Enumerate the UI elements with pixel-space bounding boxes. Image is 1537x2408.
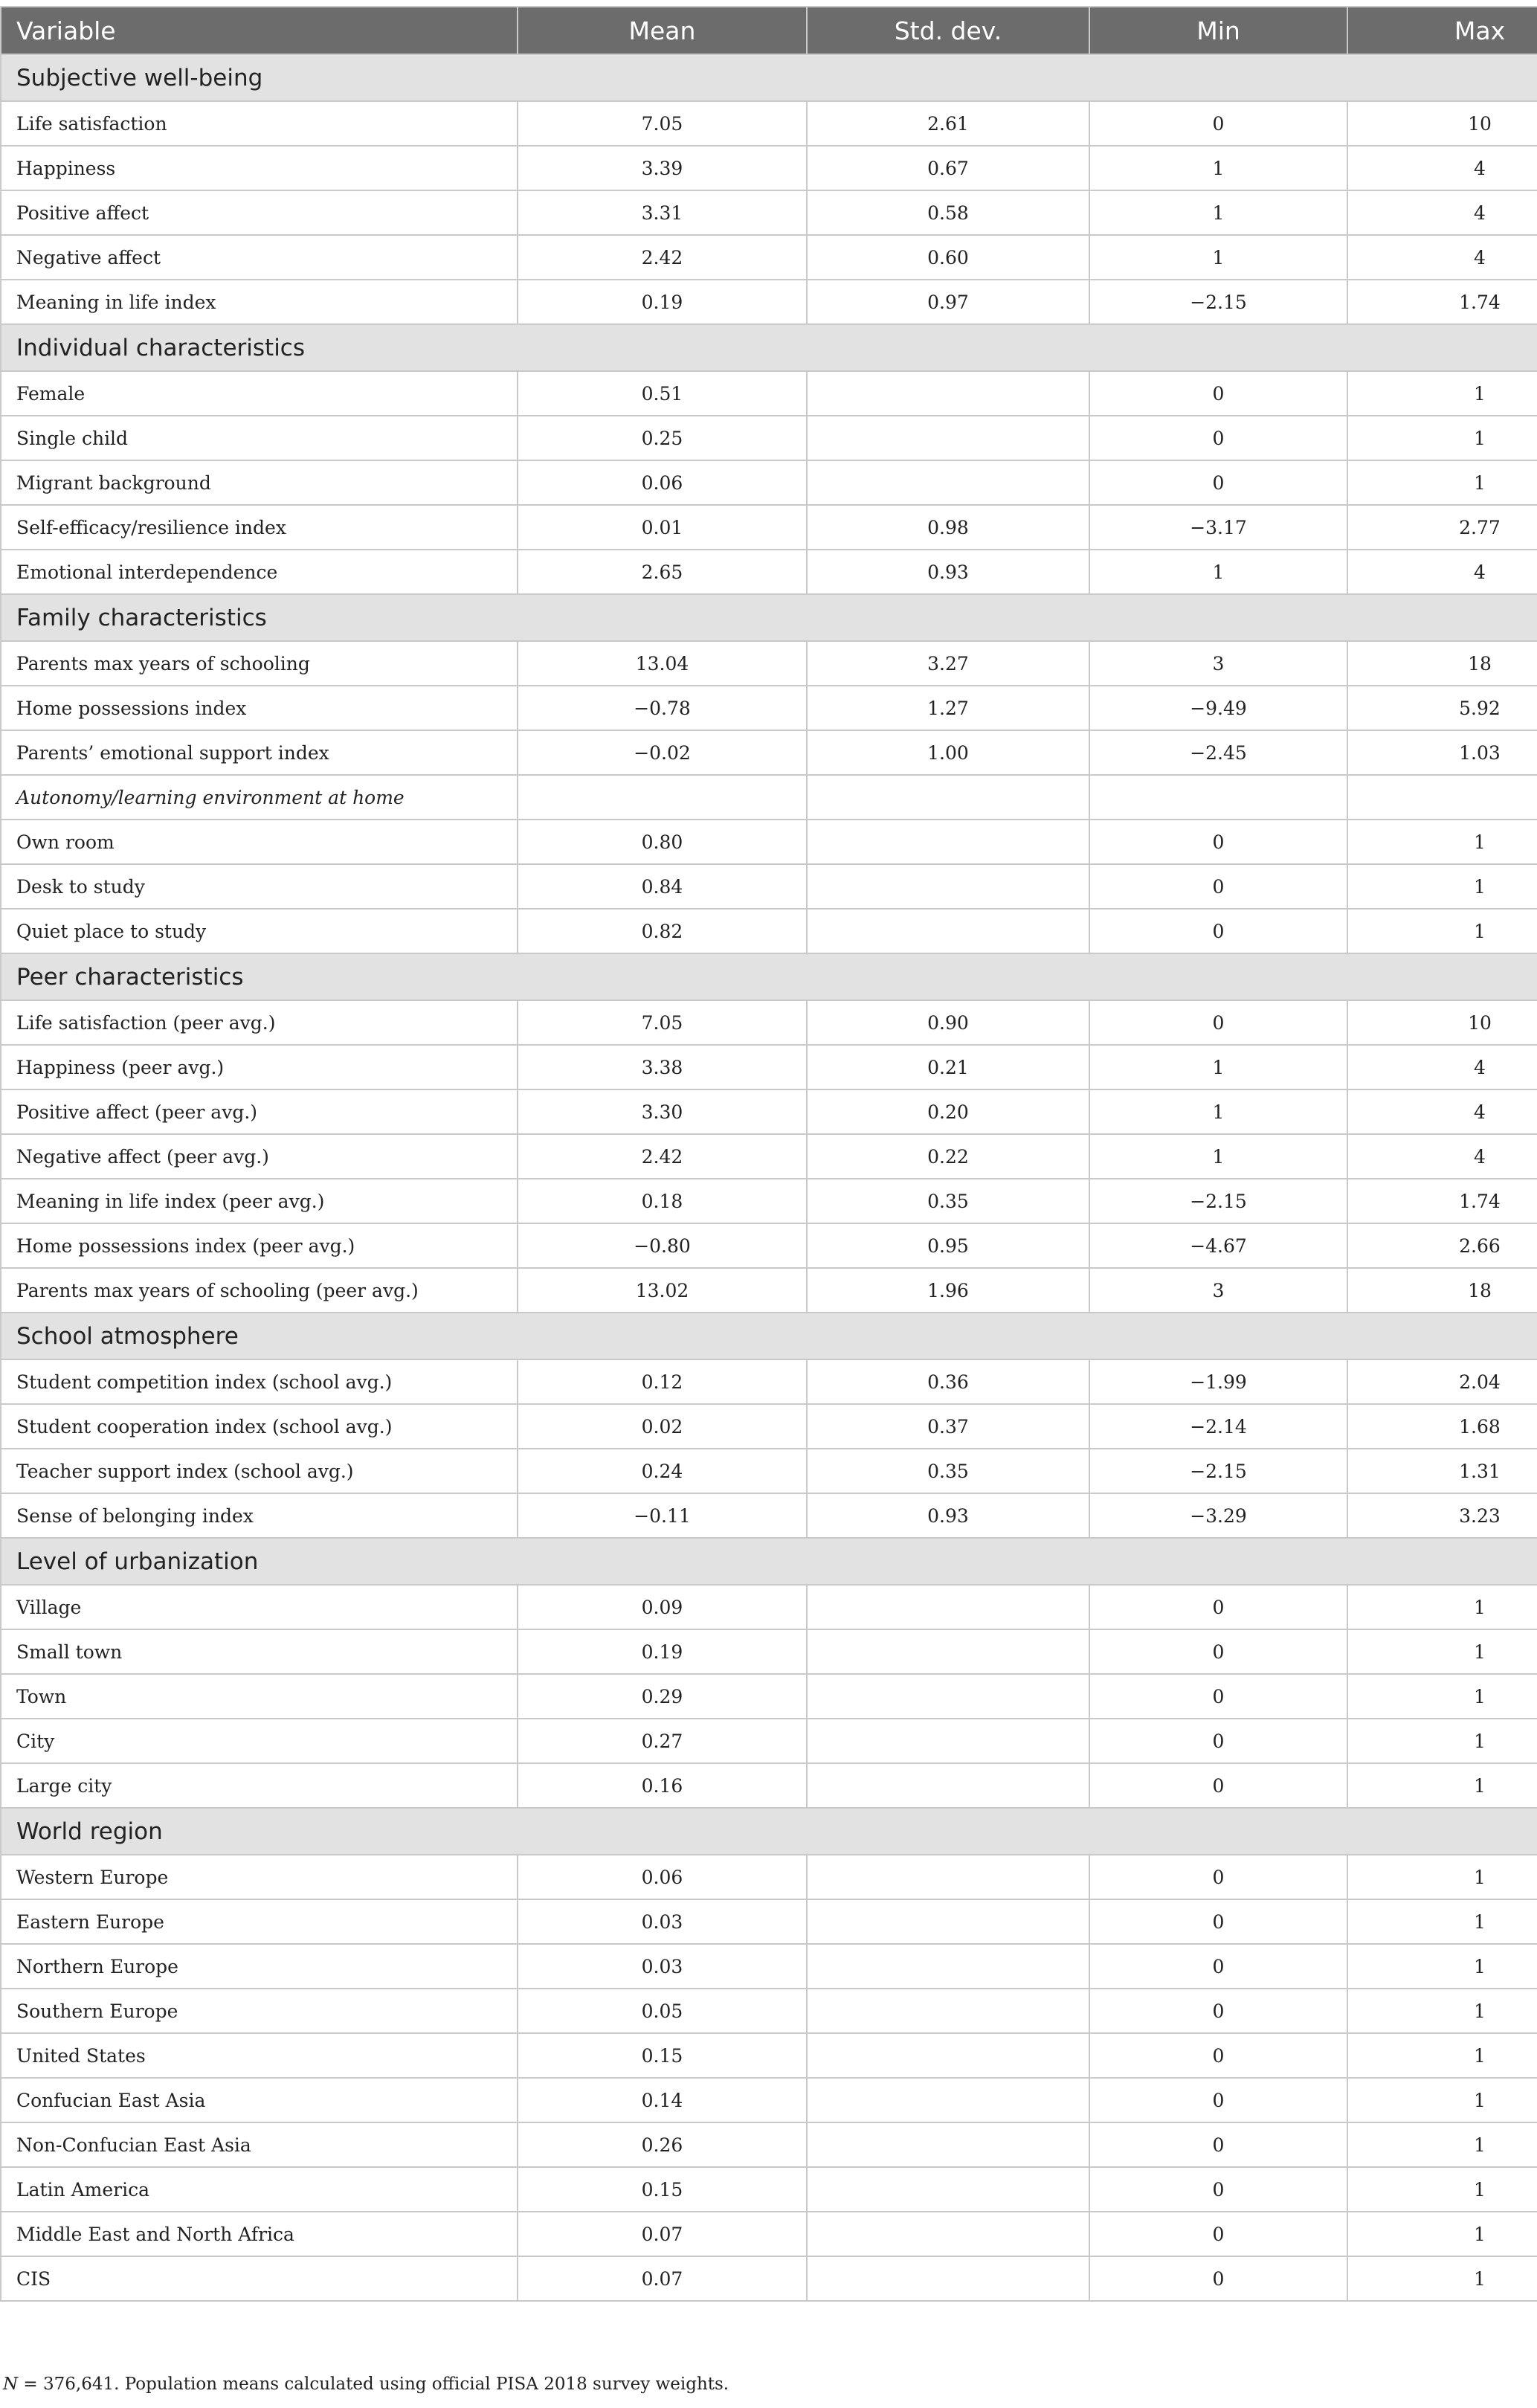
max-cell: 2.04 (1347, 1359, 1537, 1404)
mean-cell: 3.31 (518, 190, 807, 235)
table-row (1, 1179, 1537, 1223)
variable-cell: Autonomy/learning environment at home (1, 775, 518, 820)
std-dev-cell (807, 1944, 1089, 1989)
std-dev-cell: 0.67 (807, 146, 1089, 190)
std-dev-cell (807, 1585, 1089, 1629)
table-row (1, 1899, 1537, 1944)
variable-cell: Town (1, 1674, 518, 1719)
min-cell: 0 (1089, 2078, 1347, 2122)
mean-cell: 0.29 (518, 1674, 807, 1719)
max-cell: 5.92 (1347, 686, 1537, 730)
table-header (1, 7, 1537, 54)
mean-cell: 0.19 (518, 280, 807, 324)
max-cell: 18 (1347, 641, 1537, 686)
table-row (1, 864, 1537, 909)
max-cell: 1 (1347, 2256, 1537, 2301)
table-row (1, 146, 1537, 190)
std-dev-cell (807, 775, 1089, 820)
section-header-row (1, 594, 1537, 641)
column-header-variable: Variable (1, 7, 518, 54)
variable-cell: City (1, 1719, 518, 1763)
table-row (1, 1089, 1537, 1134)
max-cell: 1 (1347, 460, 1537, 505)
min-cell: 0 (1089, 1674, 1347, 1719)
mean-cell: 0.84 (518, 864, 807, 909)
min-cell: 0 (1089, 2256, 1347, 2301)
variable-cell: Happiness (peer avg.) (1, 1045, 518, 1089)
max-cell: 1.74 (1347, 280, 1537, 324)
max-cell: 1 (1347, 909, 1537, 953)
std-dev-cell: 0.20 (807, 1089, 1089, 1134)
min-cell: 1 (1089, 190, 1347, 235)
variable-cell: Northern Europe (1, 1944, 518, 1989)
section-title: Individual characteristics (1, 324, 1537, 371)
variable-cell: Positive affect (1, 190, 518, 235)
std-dev-cell: 0.35 (807, 1179, 1089, 1223)
mean-cell: 0.05 (518, 1989, 807, 2033)
min-cell: 0 (1089, 820, 1347, 864)
min-cell: 1 (1089, 1045, 1347, 1089)
variable-cell: Own room (1, 820, 518, 864)
variable-cell: Desk to study (1, 864, 518, 909)
max-cell: 1 (1347, 1763, 1537, 1808)
section-header-row (1, 1538, 1537, 1585)
mean-cell: −0.11 (518, 1493, 807, 1538)
max-cell: 1 (1347, 1629, 1537, 1674)
variable-cell: Student competition index (school avg.) (1, 1359, 518, 1404)
variable-cell: Middle East and North Africa (1, 2212, 518, 2256)
table-row (1, 1944, 1537, 1989)
table-row (1, 1045, 1537, 1089)
max-cell: 2.77 (1347, 505, 1537, 550)
min-cell: −2.15 (1089, 1449, 1347, 1493)
std-dev-cell (807, 416, 1089, 460)
variable-cell: Eastern Europe (1, 1899, 518, 1944)
mean-cell (518, 775, 807, 820)
section-header-row (1, 324, 1537, 371)
table-footnote (3, 2375, 729, 2394)
table-row (1, 2256, 1537, 2301)
min-cell: 0 (1089, 1629, 1347, 1674)
variable-cell: Non-Confucian East Asia (1, 2122, 518, 2167)
variable-cell: Southern Europe (1, 1989, 518, 2033)
mean-cell: 0.03 (518, 1899, 807, 1944)
max-cell: 1 (1347, 2078, 1537, 2122)
max-cell: 1 (1347, 1989, 1537, 2033)
variable-cell: Sense of belonging index (1, 1493, 518, 1538)
table-row (1, 280, 1537, 324)
variable-cell: Meaning in life index (peer avg.) (1, 1179, 518, 1223)
table-row (1, 550, 1537, 594)
std-dev-cell: 0.60 (807, 235, 1089, 280)
summary-statistics-table (0, 6, 1537, 2302)
mean-cell: 3.30 (518, 1089, 807, 1134)
variable-cell: Negative affect (peer avg.) (1, 1134, 518, 1179)
max-cell: 3.23 (1347, 1493, 1537, 1538)
mean-cell: 0.16 (518, 1763, 807, 1808)
std-dev-cell: 1.96 (807, 1268, 1089, 1313)
min-cell: 0 (1089, 864, 1347, 909)
table-row (1, 1449, 1537, 1493)
mean-cell: 7.05 (518, 101, 807, 146)
max-cell: 10 (1347, 1000, 1537, 1045)
table-row (1, 909, 1537, 953)
max-cell: 4 (1347, 1134, 1537, 1179)
table-row (1, 1989, 1537, 2033)
variable-cell: Home possessions index (peer avg.) (1, 1223, 518, 1268)
max-cell: 1 (1347, 371, 1537, 416)
mean-cell: 13.04 (518, 641, 807, 686)
mean-cell: 0.02 (518, 1404, 807, 1449)
table-row (1, 371, 1537, 416)
std-dev-cell: 0.21 (807, 1045, 1089, 1089)
mean-cell: 7.05 (518, 1000, 807, 1045)
max-cell: 1 (1347, 1585, 1537, 1629)
std-dev-cell: 2.61 (807, 101, 1089, 146)
std-dev-cell (807, 2033, 1089, 2078)
mean-cell: 0.15 (518, 2167, 807, 2212)
table-row (1, 1585, 1537, 1629)
max-cell: 4 (1347, 146, 1537, 190)
section-header-row (1, 953, 1537, 1000)
max-cell: 1 (1347, 820, 1537, 864)
table-row (1, 1268, 1537, 1313)
std-dev-cell: 0.93 (807, 550, 1089, 594)
min-cell: −2.15 (1089, 1179, 1347, 1223)
variable-cell: Life satisfaction (peer avg.) (1, 1000, 518, 1045)
max-cell: 4 (1347, 1045, 1537, 1089)
max-cell: 1 (1347, 1719, 1537, 1763)
column-header-std-dev: Std. dev. (807, 7, 1089, 54)
max-cell: 1.31 (1347, 1449, 1537, 1493)
section-title: School atmosphere (1, 1313, 1537, 1359)
min-cell: 0 (1089, 101, 1347, 146)
min-cell: −2.14 (1089, 1404, 1347, 1449)
std-dev-cell (807, 1674, 1089, 1719)
mean-cell: 0.27 (518, 1719, 807, 1763)
mean-cell: 2.42 (518, 235, 807, 280)
max-cell: 4 (1347, 1089, 1537, 1134)
max-cell: 1.03 (1347, 730, 1537, 775)
std-dev-cell: 0.58 (807, 190, 1089, 235)
max-cell: 1 (1347, 2167, 1537, 2212)
table-row (1, 416, 1537, 460)
variable-cell: Happiness (1, 146, 518, 190)
std-dev-cell (807, 1763, 1089, 1808)
mean-cell: 0.82 (518, 909, 807, 953)
table-row (1, 235, 1537, 280)
min-cell: 0 (1089, 1855, 1347, 1899)
std-dev-cell (807, 1629, 1089, 1674)
table-row (1, 1404, 1537, 1449)
table-row (1, 101, 1537, 146)
table-row (1, 505, 1537, 550)
std-dev-cell (807, 371, 1089, 416)
max-cell (1347, 775, 1537, 820)
table-row (1, 1359, 1537, 1404)
min-cell: 0 (1089, 1763, 1347, 1808)
std-dev-cell (807, 1719, 1089, 1763)
max-cell: 4 (1347, 550, 1537, 594)
table-row (1, 1763, 1537, 1808)
section-title: Subjective well-being (1, 54, 1537, 101)
std-dev-cell: 0.93 (807, 1493, 1089, 1538)
table-row (1, 2212, 1537, 2256)
min-cell: 0 (1089, 1944, 1347, 1989)
table-body (1, 54, 1537, 2301)
max-cell: 1.74 (1347, 1179, 1537, 1223)
std-dev-cell: 0.98 (807, 505, 1089, 550)
std-dev-cell (807, 820, 1089, 864)
variable-cell: Self-efficacy/resilience index (1, 505, 518, 550)
table-row (1, 1674, 1537, 1719)
min-cell: −2.45 (1089, 730, 1347, 775)
std-dev-cell: 0.95 (807, 1223, 1089, 1268)
max-cell: 4 (1347, 235, 1537, 280)
mean-cell: 2.65 (518, 550, 807, 594)
max-cell: 1 (1347, 2122, 1537, 2167)
variable-cell: Parents max years of schooling (peer avg.) (1, 1268, 518, 1313)
mean-cell: 3.38 (518, 1045, 807, 1089)
footnote-text: = 376,641. Population means calculated using official PISA 2018 survey weights. (18, 2375, 729, 2394)
std-dev-cell: 1.27 (807, 686, 1089, 730)
max-cell: 1 (1347, 1899, 1537, 1944)
variable-cell: Female (1, 371, 518, 416)
max-cell: 2.66 (1347, 1223, 1537, 1268)
column-header-min: Min (1089, 7, 1347, 54)
max-cell: 10 (1347, 101, 1537, 146)
variable-cell: Meaning in life index (1, 280, 518, 324)
variable-cell: Positive affect (peer avg.) (1, 1089, 518, 1134)
column-header-mean: Mean (518, 7, 807, 54)
min-cell: −3.29 (1089, 1493, 1347, 1538)
min-cell: 1 (1089, 1089, 1347, 1134)
table-row (1, 641, 1537, 686)
min-cell: 0 (1089, 1000, 1347, 1045)
std-dev-cell: 0.97 (807, 280, 1089, 324)
mean-cell: 0.25 (518, 416, 807, 460)
min-cell: 1 (1089, 550, 1347, 594)
mean-cell: 0.19 (518, 1629, 807, 1674)
table-row (1, 2033, 1537, 2078)
std-dev-cell (807, 460, 1089, 505)
mean-cell: 0.01 (518, 505, 807, 550)
max-cell: 1.68 (1347, 1404, 1537, 1449)
std-dev-cell (807, 2167, 1089, 2212)
variable-cell: Parents’ emotional support index (1, 730, 518, 775)
std-dev-cell (807, 864, 1089, 909)
variable-cell: Western Europe (1, 1855, 518, 1899)
variable-cell: Latin America (1, 2167, 518, 2212)
max-cell: 4 (1347, 190, 1537, 235)
variable-cell: Large city (1, 1763, 518, 1808)
min-cell: −9.49 (1089, 686, 1347, 730)
mean-cell: 0.06 (518, 1855, 807, 1899)
table-row (1, 1855, 1537, 1899)
table-row (1, 2167, 1537, 2212)
variable-cell: CIS (1, 2256, 518, 2301)
min-cell: 0 (1089, 909, 1347, 953)
max-cell: 18 (1347, 1268, 1537, 1313)
section-title: Family characteristics (1, 594, 1537, 641)
std-dev-cell (807, 909, 1089, 953)
min-cell: 0 (1089, 1989, 1347, 2033)
footnote-n-symbol: N (3, 2375, 19, 2394)
max-cell: 1 (1347, 1855, 1537, 1899)
std-dev-cell (807, 1855, 1089, 1899)
mean-cell: 0.14 (518, 2078, 807, 2122)
mean-cell: −0.80 (518, 1223, 807, 1268)
variable-cell: Small town (1, 1629, 518, 1674)
table-row (1, 460, 1537, 505)
variable-cell: Single child (1, 416, 518, 460)
variable-cell: Negative affect (1, 235, 518, 280)
min-cell: 0 (1089, 2167, 1347, 2212)
max-cell: 1 (1347, 2212, 1537, 2256)
mean-cell: 3.39 (518, 146, 807, 190)
max-cell: 1 (1347, 1674, 1537, 1719)
table-row (1, 1223, 1537, 1268)
min-cell: −2.15 (1089, 280, 1347, 324)
min-cell: −3.17 (1089, 505, 1347, 550)
std-dev-cell: 0.36 (807, 1359, 1089, 1404)
table-row (1, 730, 1537, 775)
min-cell: 0 (1089, 1585, 1347, 1629)
variable-cell: Teacher support index (school avg.) (1, 1449, 518, 1493)
std-dev-cell: 0.35 (807, 1449, 1089, 1493)
min-cell: 1 (1089, 235, 1347, 280)
section-title: World region (1, 1808, 1537, 1855)
table-row (1, 1493, 1537, 1538)
table-row (1, 190, 1537, 235)
min-cell: 0 (1089, 2122, 1347, 2167)
mean-cell: 0.80 (518, 820, 807, 864)
table-row (1, 820, 1537, 864)
std-dev-cell (807, 2122, 1089, 2167)
mean-cell: 2.42 (518, 1134, 807, 1179)
variable-cell: Home possessions index (1, 686, 518, 730)
min-cell: 0 (1089, 1719, 1347, 1763)
std-dev-cell: 1.00 (807, 730, 1089, 775)
header-row (1, 7, 1537, 54)
table-row (1, 2122, 1537, 2167)
mean-cell: 0.24 (518, 1449, 807, 1493)
table-row (1, 2078, 1537, 2122)
variable-cell: Migrant background (1, 460, 518, 505)
std-dev-cell: 0.37 (807, 1404, 1089, 1449)
min-cell: −4.67 (1089, 1223, 1347, 1268)
variable-cell: Emotional interdependence (1, 550, 518, 594)
subheading-row (1, 775, 1537, 820)
variable-cell: Life satisfaction (1, 101, 518, 146)
section-header-row (1, 1808, 1537, 1855)
mean-cell: 13.02 (518, 1268, 807, 1313)
mean-cell: 0.03 (518, 1944, 807, 1989)
table-row (1, 1134, 1537, 1179)
section-header-row (1, 54, 1537, 101)
max-cell: 1 (1347, 2033, 1537, 2078)
section-header-row (1, 1313, 1537, 1359)
variable-cell: Parents max years of schooling (1, 641, 518, 686)
mean-cell: 0.18 (518, 1179, 807, 1223)
min-cell: 1 (1089, 146, 1347, 190)
min-cell (1089, 775, 1347, 820)
table-row (1, 1000, 1537, 1045)
mean-cell: 0.09 (518, 1585, 807, 1629)
min-cell: 3 (1089, 1268, 1347, 1313)
variable-cell: Quiet place to study (1, 909, 518, 953)
mean-cell: 0.15 (518, 2033, 807, 2078)
section-title: Peer characteristics (1, 953, 1537, 1000)
min-cell: 3 (1089, 641, 1347, 686)
variable-cell: Student cooperation index (school avg.) (1, 1404, 518, 1449)
max-cell: 1 (1347, 864, 1537, 909)
min-cell: 0 (1089, 371, 1347, 416)
min-cell: 0 (1089, 1899, 1347, 1944)
std-dev-cell: 0.22 (807, 1134, 1089, 1179)
mean-cell: 0.07 (518, 2256, 807, 2301)
min-cell: 0 (1089, 460, 1347, 505)
mean-cell: −0.78 (518, 686, 807, 730)
min-cell: 1 (1089, 1134, 1347, 1179)
column-header-max: Max (1347, 7, 1537, 54)
mean-cell: 0.12 (518, 1359, 807, 1404)
mean-cell: 0.06 (518, 460, 807, 505)
table-row (1, 1629, 1537, 1674)
std-dev-cell (807, 1989, 1089, 2033)
section-title: Level of urbanization (1, 1538, 1537, 1585)
variable-cell: Confucian East Asia (1, 2078, 518, 2122)
std-dev-cell (807, 2212, 1089, 2256)
table-row (1, 686, 1537, 730)
max-cell: 1 (1347, 1944, 1537, 1989)
mean-cell: 0.26 (518, 2122, 807, 2167)
min-cell: −1.99 (1089, 1359, 1347, 1404)
std-dev-cell (807, 2256, 1089, 2301)
std-dev-cell (807, 2078, 1089, 2122)
variable-cell: Village (1, 1585, 518, 1629)
max-cell: 1 (1347, 416, 1537, 460)
min-cell: 0 (1089, 416, 1347, 460)
std-dev-cell: 0.90 (807, 1000, 1089, 1045)
mean-cell: −0.02 (518, 730, 807, 775)
min-cell: 0 (1089, 2212, 1347, 2256)
std-dev-cell: 3.27 (807, 641, 1089, 686)
mean-cell: 0.07 (518, 2212, 807, 2256)
mean-cell: 0.51 (518, 371, 807, 416)
std-dev-cell (807, 1899, 1089, 1944)
variable-cell: United States (1, 2033, 518, 2078)
table-row (1, 1719, 1537, 1763)
min-cell: 0 (1089, 2033, 1347, 2078)
